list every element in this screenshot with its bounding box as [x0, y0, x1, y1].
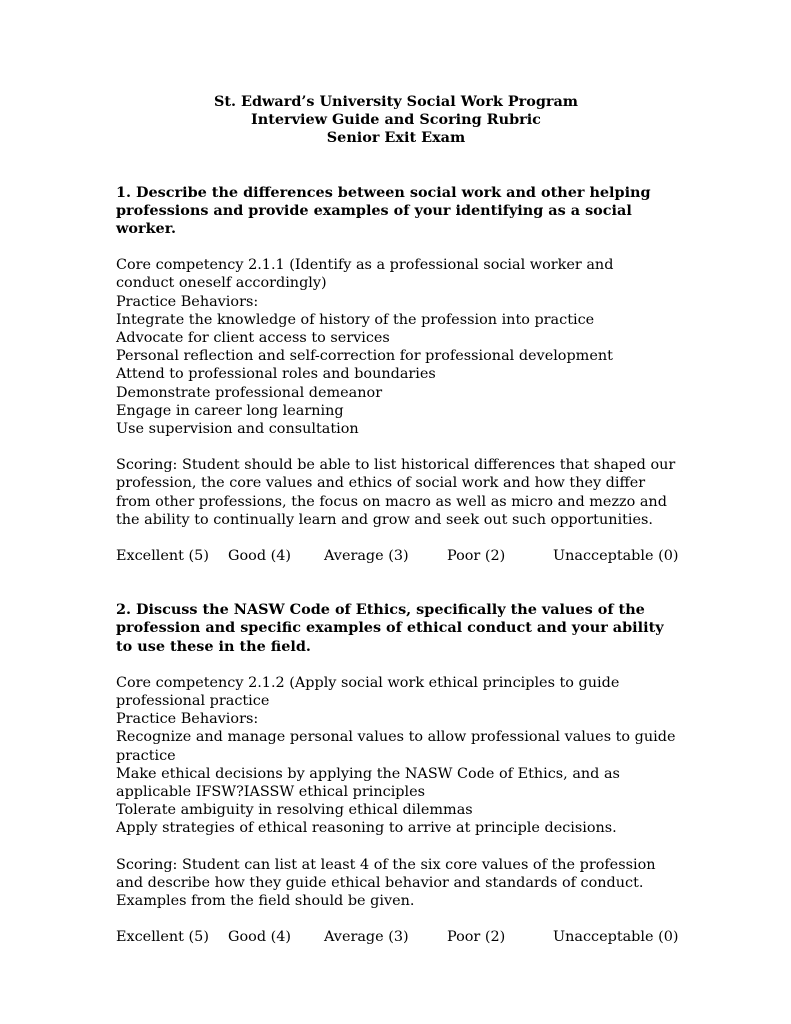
- rating-good: Good (4): [228, 548, 291, 565]
- rating-poor: Poor (2): [447, 929, 506, 946]
- practice-behavior: Make ethical decisions by applying the NASW Code of Ethics, and as applicable IFSW?IASSW ethical principles: [116, 765, 620, 801]
- question-section-1: [116, 183, 679, 566]
- question-title: 1. Describe the differences between social work and other helping professions and provide examples of your identifying as a social worker.: [116, 183, 651, 238]
- competency-block: [116, 674, 676, 838]
- practice-behavior: Apply strategies of ethical reasoning to arrive at principle decisions.: [116, 820, 617, 837]
- practice-behavior: Demonstrate professional demeanor: [116, 384, 383, 401]
- practice-behavior: Attend to professional roles and boundaries: [116, 366, 436, 383]
- rating-scale: [116, 928, 679, 946]
- practice-behavior: Tolerate ambiguity in resolving ethical dilemmas: [116, 802, 473, 819]
- rating-excellent: Excellent (5): [116, 929, 209, 946]
- competency-block: [116, 256, 676, 438]
- rating-scale: [116, 547, 679, 565]
- rating-good: Good (4): [228, 929, 291, 946]
- rating-average: Average (3): [324, 929, 409, 946]
- header-program: St. Edward’s University Social Work Program: [213, 93, 579, 110]
- practice-behavior: Use supervision and consultation: [116, 421, 359, 438]
- header-exam: Senior Exit Exam: [326, 129, 466, 147]
- practice-behaviors-label: Practice Behaviors:: [116, 293, 259, 310]
- rating-poor: Poor (2): [447, 548, 506, 565]
- rating-unacceptable: Unacceptable (0): [553, 548, 679, 565]
- practice-behavior: Personal reflection and self-correction for professional development: [116, 348, 613, 365]
- rating-average: Average (3): [324, 548, 409, 565]
- core-competency: Core competency 2.1.1 (Identify as a professional social worker and conduct oneself accordingly): [116, 257, 614, 292]
- document-page: [116, 93, 679, 982]
- document-header: [116, 93, 676, 148]
- practice-behavior: Engage in career long learning: [116, 402, 344, 419]
- core-competency: Core competency 2.1.2 (Apply social work ethical principles to guide professional practice: [116, 674, 620, 710]
- practice-behaviors-label: Practice Behaviors:: [116, 711, 259, 728]
- header-guide: Interview Guide and Scoring Rubric: [251, 111, 541, 129]
- rating-excellent: Excellent (5): [116, 548, 209, 565]
- scoring-description: Scoring: Student can list at least 4 of the six core values of the profession and describe how they guide ethical behavior and standards of conduct. Examples from the field should be given.: [116, 856, 656, 910]
- practice-behavior: Integrate the knowledge of history of the profession into practice: [116, 311, 595, 328]
- question-section-2: [116, 601, 679, 946]
- practice-behavior: Recognize and manage personal values to allow professional values to guide practice: [116, 729, 676, 764]
- question-title: 2. Discuss the NASW Code of Ethics, specifically the values of the profession and specific examples of ethical conduct and your ability to use these in the field.: [116, 601, 664, 655]
- rating-unacceptable: Unacceptable (0): [553, 929, 679, 946]
- scoring-description: Scoring: Student should be able to list historical differences that shaped our profession, the core values and ethics of social work and how they differ from other professions, the focus on macro as well as micro and mezzo and the ability to continually learn and grow and seek out such opportunities.: [116, 457, 676, 528]
- practice-behavior: Advocate for client access to services: [116, 330, 390, 347]
